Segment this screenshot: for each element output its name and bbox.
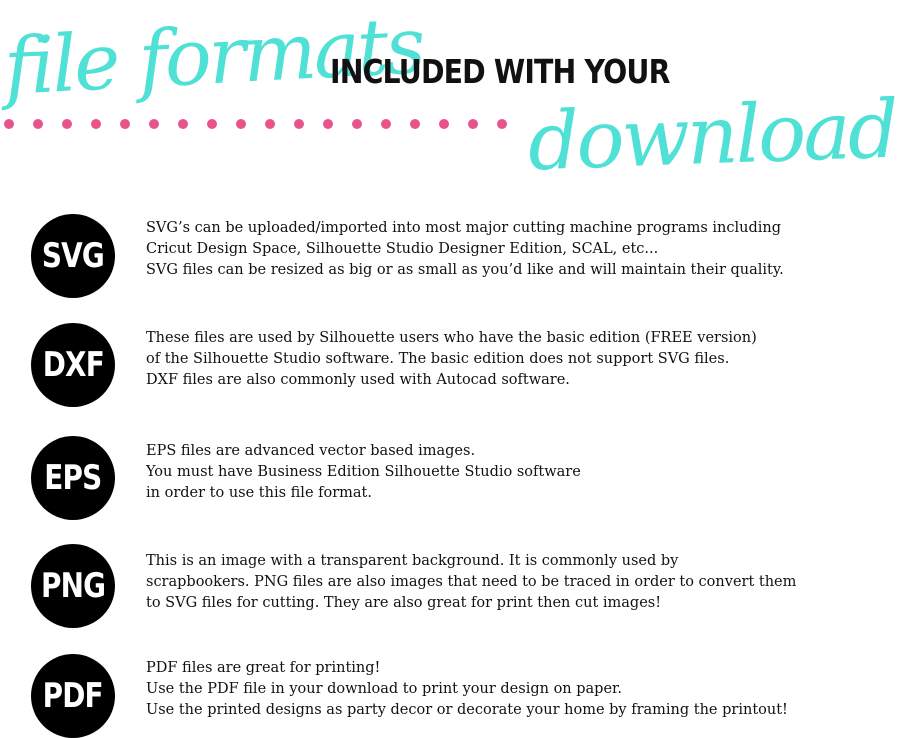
divider-dot <box>410 119 420 129</box>
description-line: EPS files are advanced vector based images. <box>146 443 476 459</box>
badge-label: SVG <box>41 236 105 276</box>
description-line: SVG files can be resized as big or as small as you’d like and will maintain their quality. <box>146 262 784 278</box>
description-line: You must have Business Edition Silhouette Studio software <box>146 464 581 480</box>
description-line: scrapbookers. PNG files are also images that need to be traced in order to convert them <box>146 574 797 590</box>
divider-dot <box>178 119 188 129</box>
pink-dot-divider <box>0 112 520 136</box>
badge-label: PNG <box>40 566 106 606</box>
divider-dot <box>468 119 478 129</box>
format-description <box>146 328 794 391</box>
description-line: Use the printed designs as party decor or decorate your home by framing the printout! <box>146 702 788 718</box>
divider-dot <box>323 119 333 129</box>
divider-dot <box>294 119 304 129</box>
divider-dot <box>62 119 72 129</box>
format-description <box>146 441 794 504</box>
format-description <box>146 218 794 281</box>
description-line: to SVG files for cutting. They are also great for print then cut images! <box>146 595 662 611</box>
description-line: in order to use this file format. <box>146 485 372 501</box>
description-line: These files are used by Silhouette users who have the basic edition (FREE version) <box>146 330 757 346</box>
dxf-badge-icon <box>31 323 115 407</box>
divider-dot <box>439 119 449 129</box>
divider-dot <box>149 119 159 129</box>
divider-dot <box>33 119 43 129</box>
title-script-download: download <box>526 82 898 189</box>
divider-dot <box>120 119 130 129</box>
divider-dot <box>265 119 275 129</box>
format-description <box>146 658 794 721</box>
description-line: This is an image with a transparent background. It is commonly used by <box>146 553 679 569</box>
badge-label: EPS <box>44 458 102 498</box>
title-included-with-your: INCLUDED WITH YOUR <box>330 52 670 91</box>
divider-dot <box>207 119 217 129</box>
divider-dot <box>381 119 391 129</box>
svg-badge-icon <box>31 214 115 298</box>
divider-dot <box>91 119 101 129</box>
badge-label: PDF <box>42 676 104 716</box>
title-script-file-formats: file formats <box>1 1 425 113</box>
description-line: SVG’s can be uploaded/imported into most major cutting machine programs including <box>146 220 781 236</box>
divider-dot <box>4 119 14 129</box>
divider-dot <box>497 119 507 129</box>
png-badge-icon <box>31 544 115 628</box>
description-line: DXF files are also commonly used with Autocad software. <box>146 372 570 388</box>
format-description <box>146 551 797 614</box>
description-line: of the Silhouette Studio software. The basic edition does not support SVG files. <box>146 351 730 367</box>
description-line: PDF files are great for printing! <box>146 660 381 676</box>
pdf-badge-icon <box>31 654 115 738</box>
eps-badge-icon <box>31 436 115 520</box>
badge-label: DXF <box>42 345 104 385</box>
divider-dot <box>352 119 362 129</box>
description-line: Cricut Design Space, Silhouette Studio Designer Edition, SCAL, etc... <box>146 241 659 257</box>
divider-dot <box>236 119 246 129</box>
description-line: Use the PDF file in your download to print your design on paper. <box>146 681 622 697</box>
